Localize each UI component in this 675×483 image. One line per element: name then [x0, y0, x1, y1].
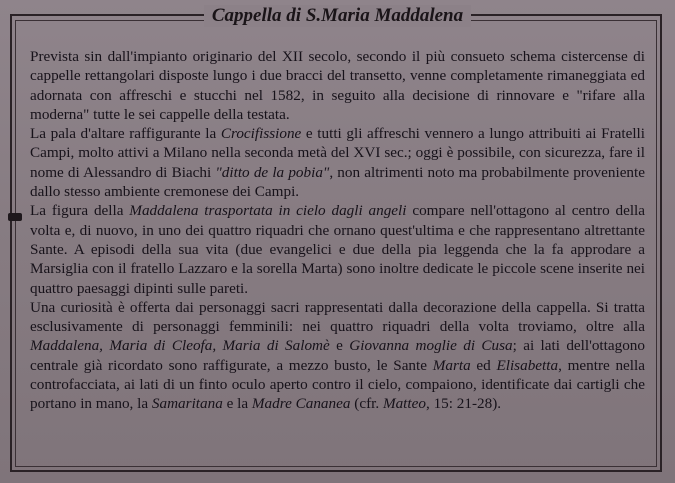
page-title: Cappella di S.Maria Maddalena: [204, 5, 471, 27]
text-run: compare nell'ottagono al centro della volta e, di nuovo, in uno dei quattro riquadri che ornano quest'ultima e che rappresentano altrettante Sante. A episodi della sua vita (due evangelici e due della pia leggenda che la fa approdare a Marsiglia con il fratello Lazzaro e la sorella Marta) sono inoltre dedicate le piccole scene inserite nei quattro paesaggi dipinti sulle pareti.: [30, 202, 646, 297]
title-bar: [0, 0, 675, 30]
text-run: (cfr.: [350, 395, 383, 413]
text-run: e la: [222, 395, 252, 413]
text-run: Prevista sin dall'impianto originario del XII secolo, secondo il più consueto schema cistercense di cappelle rettangolari disposte lungo i due bracci del transetto, venne completamente rimaneggiata ed adornata con affreschi e stucchi nel 1582, in seguito alla decisione di rinnovare e "rifare alla moderna" tutte le sei cappelle della testata.: [30, 48, 645, 123]
text-run: ; ai lati dell'ottagono centrale già ricordato sono raffigurate, a mezzo busto, le Sante: [30, 337, 645, 374]
body-text: [30, 47, 645, 414]
text-run: , non altrimenti noto ma probabilmente proveniente dallo stesso ambiente cremonese dei Campi.: [30, 163, 645, 201]
mounting-hook: [8, 213, 22, 221]
italic-text: Crocifissione: [220, 125, 302, 143]
italic-text: Madre Cananea: [251, 395, 351, 413]
text-run: , 15: 21-28).: [425, 395, 502, 413]
text-run: ed: [470, 356, 497, 374]
italic-text: Elisabetta: [496, 356, 559, 374]
text-run: Una curiosità è offerta dai personaggi sacri rappresentati dalla decorazione della cappella. Si tratta esclusivamente di personaggi femminili: nei quattro riquadri della volta troviamo, oltre alla: [30, 298, 645, 336]
paragraph-1: [30, 47, 645, 124]
italic-text: Maddalena, Maria di Cleofa, Maria di Salomè: [30, 337, 330, 355]
paragraph-2: [30, 124, 645, 201]
italic-text: Marta: [432, 356, 471, 374]
italic-text: Giovanna moglie di Cusa: [349, 337, 513, 355]
text-run: e tutti gli affreschi vennero a lungo attribuiti ai Fratelli Campi, molto attivi a Milano nella seconda metà del XVI sec.; oggi è possibile, con sicurezza, fare il nome di Alessandro di Biachi: [30, 125, 645, 181]
italic-text: "ditto de la pobia": [215, 163, 330, 181]
italic-text: Matteo: [382, 395, 426, 413]
text-run: , mentre nella controfacciata, ai lati di un finto oculo aperto contro il cielo, compaiono, identificate dai cartigli che portano in mano, la: [30, 356, 645, 413]
paragraph-3: [30, 201, 645, 297]
text-run: La pala d'altare raffigurante la: [30, 125, 221, 143]
paragraph-4: [30, 298, 645, 414]
text-run: La figura della: [30, 202, 130, 220]
italic-text: Samaritana: [151, 395, 223, 413]
text-run: e: [329, 337, 350, 355]
italic-text: Maddalena trasportata in cielo dagli angeli: [129, 202, 407, 220]
